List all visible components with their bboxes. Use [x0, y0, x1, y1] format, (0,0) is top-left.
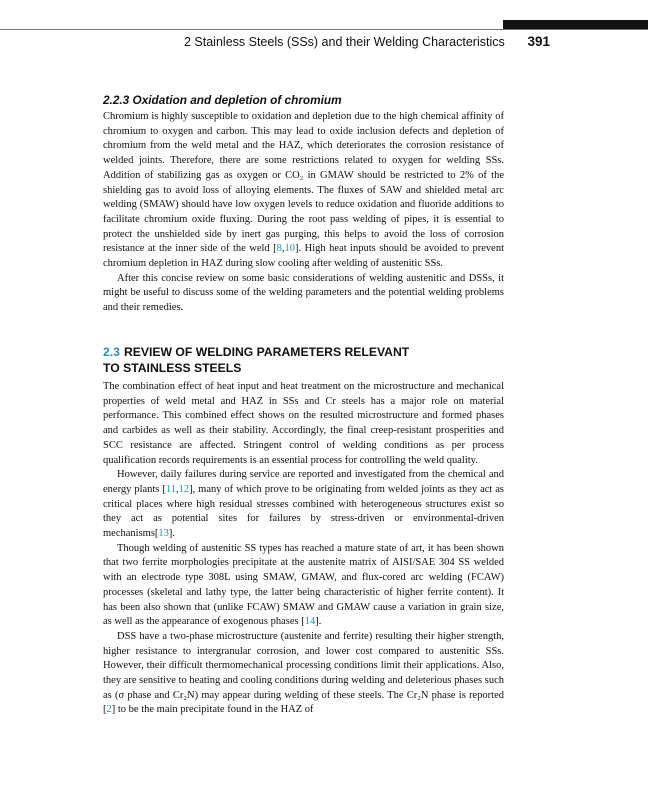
section-2-2-3	[103, 93, 504, 316]
paragraph: The combination effect of heat input and heat treatment on the microstructure and mechanical properties of weld metal and HAZ in SSs and Cr steels has a major role on material performance. This combined effect shows on the resulted microstructure and formed phases and carbides as well as their stability. Accordingly, the final creep-resistant prosperities and SCC resistance are affected. Stringent control of welding conditions as per process qualification records requirements is an essential process for controlling the weld quality.	[103, 381, 504, 466]
citation-separator: ,	[281, 243, 285, 255]
citation-link[interactable]: 12	[178, 483, 190, 495]
citation-link[interactable]: 2	[106, 704, 112, 716]
paragraph-text: ].	[168, 528, 176, 540]
page-number: 391	[527, 34, 550, 49]
paragraph	[103, 110, 504, 272]
subsection-title: 2.2.3 Oxidation and depletion of chromium	[103, 93, 342, 107]
header-rule	[0, 29, 648, 30]
paragraph-text: ].	[315, 616, 322, 628]
section-title-line	[103, 345, 504, 361]
paragraph-text: Chromium is highly susceptible to oxidation and depletion due to the high chemical affinity of chromium to oxygen and carbon. This may lead to oxide inclusion defects and depletion of chromium from the weld metal and the HAZ, which deteriorates the corrosion resistance of welded joints. Therefore, there are some restrictions related to oxygen for welding SSs. Addition of stabilizing gas as oxygen or CO₂ in GMAW should be restricted to 2% of the shielding gas to avoid loss of alloying elements. The fluxes of SAW and shielded metal arc welding (SMAW) should have low oxygen levels to reduce oxidation and fluoride additions to facilitate chromium oxide fluxing. During the root pass welding of pipes, it is essential to protect the unshielded side by inert gas purging, this helps to avoid the loss of corrosion resistance at the inner side of the weld [	[103, 111, 504, 255]
paragraph-text: Though welding of austenitic SS types has reached a mature state of art, it has been shown that two ferrite morphologies precipitate at the austenite matrix of AISI/SAE 304 SS welded with an electrode type 308L using SMAW, GMAW, and flux-cored arc welding (FCAW) processes (skeletal and lathy type, the latter being characteristic of higher ferrite content). It has been also shown that (unlike FCAW) SMAW and GMAW cause a variation in grain size, as well as the appearance of exogenous phases [	[103, 542, 504, 628]
section-title	[103, 345, 504, 376]
citation-link[interactable]: 14	[304, 616, 316, 628]
paragraph	[103, 542, 504, 630]
paragraph: After this concise review on some basic considerations of welding austenitic and DSSs, it might be useful to discuss some of the welding parameters and the potential welding problems and their remedies.	[103, 272, 504, 314]
citation-link[interactable]: 10	[284, 243, 296, 255]
citation-separator: ,	[175, 483, 179, 495]
paragraph-text: DSS have a two-phase microstructure (austenite and ferrite) resulting their higher strength, higher resistance to intergranular corrosion, and lower cost compared to austenitic SSs. However, their difficult thermomechanical processing conditions limit their applications. Also, they are sensitive to heating and cooling conditions during welding and deleterious phases such as (σ phase and Cr₂N) may appear during welding of these steels. The Cr₂N phase is reported [	[103, 630, 504, 716]
citation-link[interactable]: 8	[276, 243, 282, 255]
section-title-text: REVIEW OF WELDING PARAMETERS RELEVANT	[123, 345, 410, 359]
section-2-3	[103, 345, 504, 718]
paragraph	[103, 468, 504, 542]
paragraph-text: ], many of which prove to be originating from welded joints as they act as critical places where high residual stresses combined with heterogeneous structures exist so they act as potential sites for failures by stress-driven or environmental-driven mechanisms[	[103, 483, 504, 540]
citation-link[interactable]: 11	[165, 483, 176, 495]
running-head: 2 Stainless Steels (SSs) and their Welding Characteristics	[184, 35, 505, 49]
paragraph-text: ]. High heat inputs should be avoided to prevent chromium depletion in HAZ during slow cooling after welding of austenitic SSs.	[103, 243, 504, 270]
citation-link[interactable]: 13	[158, 528, 169, 540]
paragraph-text: However, daily failures during service are reported and investigated from the chemical and energy plants [	[103, 469, 504, 495]
paragraph-text: ] to be the main precipitate found in the HAZ of	[111, 704, 314, 716]
paragraph	[103, 630, 504, 718]
section-title-line: TO STAINLESS STEELS	[103, 360, 242, 375]
section-number: 2.3	[103, 345, 120, 359]
